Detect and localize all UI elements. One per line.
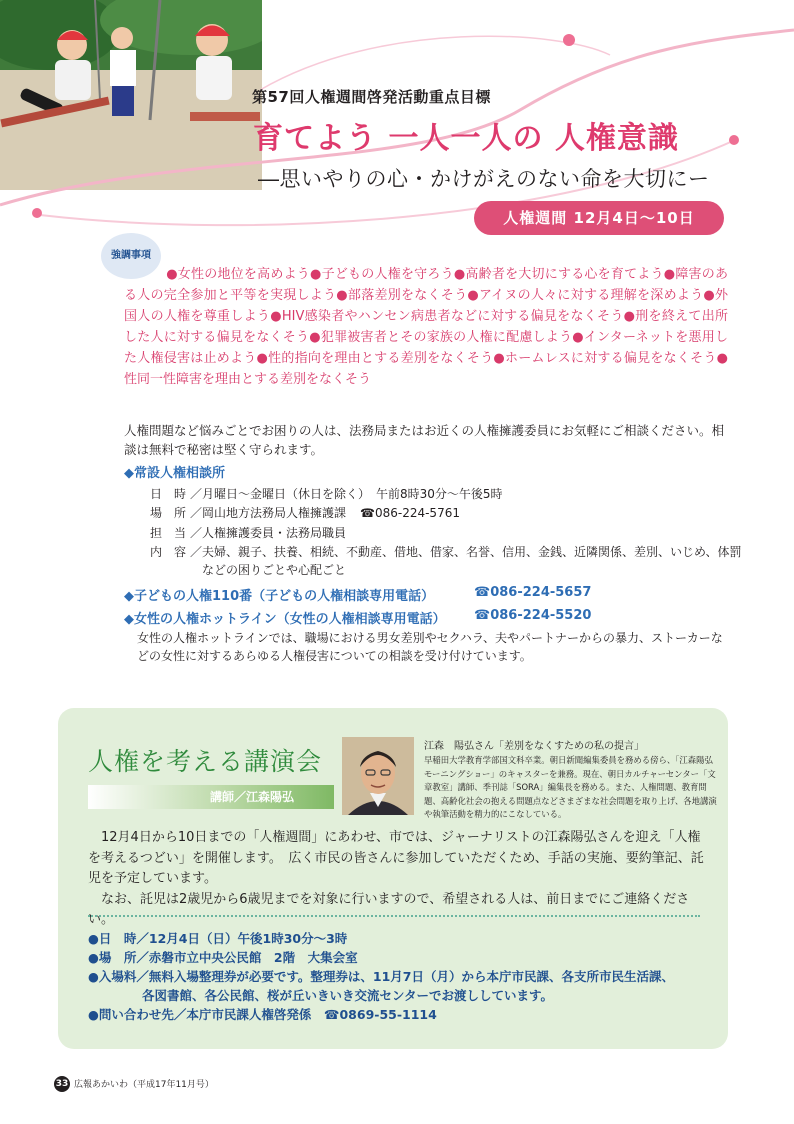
speaker-label: 講師／江森陽弘	[210, 790, 295, 804]
speaker-portrait	[342, 737, 414, 815]
child-line-phone: ☎086-224-5657	[474, 585, 592, 600]
detail-datetime: ●日 時／12月4日（日）午後1時30分〜3時	[88, 931, 348, 946]
period-badge: 人権週間 12月4日〜10日	[474, 201, 724, 235]
row-key: 日 時	[150, 487, 187, 501]
detail-place: ●場 所／赤磐市立中央公民館 2階 大集会室	[88, 950, 358, 965]
emphasis-badge: 強調事項	[101, 233, 161, 279]
row-value: ／夫婦、親子、扶養、相続、不動産、借地、借家、名誉、信用、金銭、近隣関係、差別、いじめ、体罰	[190, 545, 742, 559]
detail-admission: ●入場料／無料入場整理券が必要です。整理券は、11月7日（月）から本庁市民課、各支所市民生活課、	[88, 969, 675, 984]
lecture-paragraph-2: なお、託児は2歳児から6歳児までを対象に行いますので、希望される人は、前日までにご連絡ください。	[88, 891, 690, 927]
detail-admission-cont: 各図書館、各公民館、桜が丘いきいき交流センターでお渡ししています。	[142, 988, 554, 1003]
lecture-paragraph-1: 12月4日から10日までの「人権週間」にあわせ、市では、ジャーナリストの江森陽弘さんを迎え「人権を考えるつどい」を開催します。 広く市民の皆さんに参加していただくため、手話の実施、要約筆記、託児を予定しています。	[88, 830, 704, 886]
row-key: 担 当	[150, 526, 187, 540]
office-row-content-cont	[150, 561, 346, 579]
office-row-content	[150, 543, 742, 561]
row-value: ／人権擁護委員・法務局職員	[190, 526, 347, 540]
campaign-overline: 第57回人権週間啓発活動重点目標	[252, 88, 491, 106]
row-key: 場 所	[150, 506, 187, 520]
office-row-staff	[150, 524, 346, 542]
row-value: ／月曜日〜金曜日（休日を除く） 午前8時30分〜午後5時	[190, 487, 503, 501]
women-line-note: 女性の人権ホットラインでは、職場における男女差別やセクハラ、夫やパートナーからの暴力、ストーカーなどの女性に対するあらゆる人権侵害についての相談を受け付けています。	[137, 631, 723, 663]
office-row-place	[150, 504, 460, 522]
footer-publication: 広報あかいわ（平成17年11月号）	[74, 1080, 214, 1090]
row-value: ／岡山地方法務局人権擁護課	[190, 506, 347, 520]
row-key: 内 容	[150, 545, 187, 559]
page-number: 33	[54, 1076, 70, 1092]
children-swing-photo	[0, 0, 262, 190]
child-line-heading: ◆子どもの人権110番（子どもの人権相談専用電話）	[124, 589, 435, 604]
office-row-datetime	[150, 485, 503, 503]
row-value: などの困りごとや心配ごと	[190, 563, 347, 577]
consult-intro: 人権問題など悩みごとでお困りの人は、法務局またはお近くの人権擁護委員にお気軽にご相談ください。相談は無料で秘密は堅く守られます。	[124, 423, 725, 457]
women-line-heading: ◆女性の人権ホットライン（女性の人権相談専用電話）	[124, 612, 446, 627]
office-heading: ◆常設人権相談所	[124, 466, 225, 481]
women-line-phone: ☎086-224-5520	[474, 608, 592, 623]
speaker-bio-name: 江森 陽弘さん「差別をなくすための私の提言」	[424, 741, 644, 752]
office-phone: ☎086-224-5761	[360, 506, 460, 520]
detail-contact: ●問い合わせ先／本庁市民課人権啓発係 ☎0869-55-1114	[88, 1007, 437, 1022]
dotted-divider	[88, 915, 700, 917]
lecture-title: 人権を考える講演会	[88, 747, 323, 776]
speaker-bio: 早稲田大学教育学部国文科卒業。朝日新聞編集委員を務める傍ら、「江森陽弘モーニングショー」のキャスターを兼務。現在、朝日カルチャーセンター「文章教室」講師、季刊誌「SORA」編集長を務める。また、人権問題、教育問題、高齢化社会の抱える問題点などさまざまな社会問題を取り上げ、各地講演や執筆活動を精力的にこなしている。	[424, 755, 717, 819]
emphasis-list	[124, 264, 728, 390]
emphasis-text: ●女性の地位を高めよう●子どもの人権を守ろう●高齢者を大切にする心を育てよう●障害のある人の完全参加と平等を実現しよう●部落差別をなくそう●アイヌの人々に対する理解を深めよう●外国人の人権を尊重しよう●HIV感染者やハンセン病患者などに対する偏見をなくそう●刑を終えて出所した人に対する偏見をなくそう●犯罪被害者とその家族の人権に配慮しよう●インターネットを悪用した人権侵害は止めよう●性的指向を理由とする差別をなくそう●ホームレスに対する偏見をなくそう●性同一性障害を理由とする差別をなくそう	[124, 267, 728, 387]
page-subtitle: ―思いやりの心・かけがえのない命を大切にー	[258, 167, 710, 191]
page-title: 育てよう 一人一人の 人権意識	[253, 121, 679, 156]
